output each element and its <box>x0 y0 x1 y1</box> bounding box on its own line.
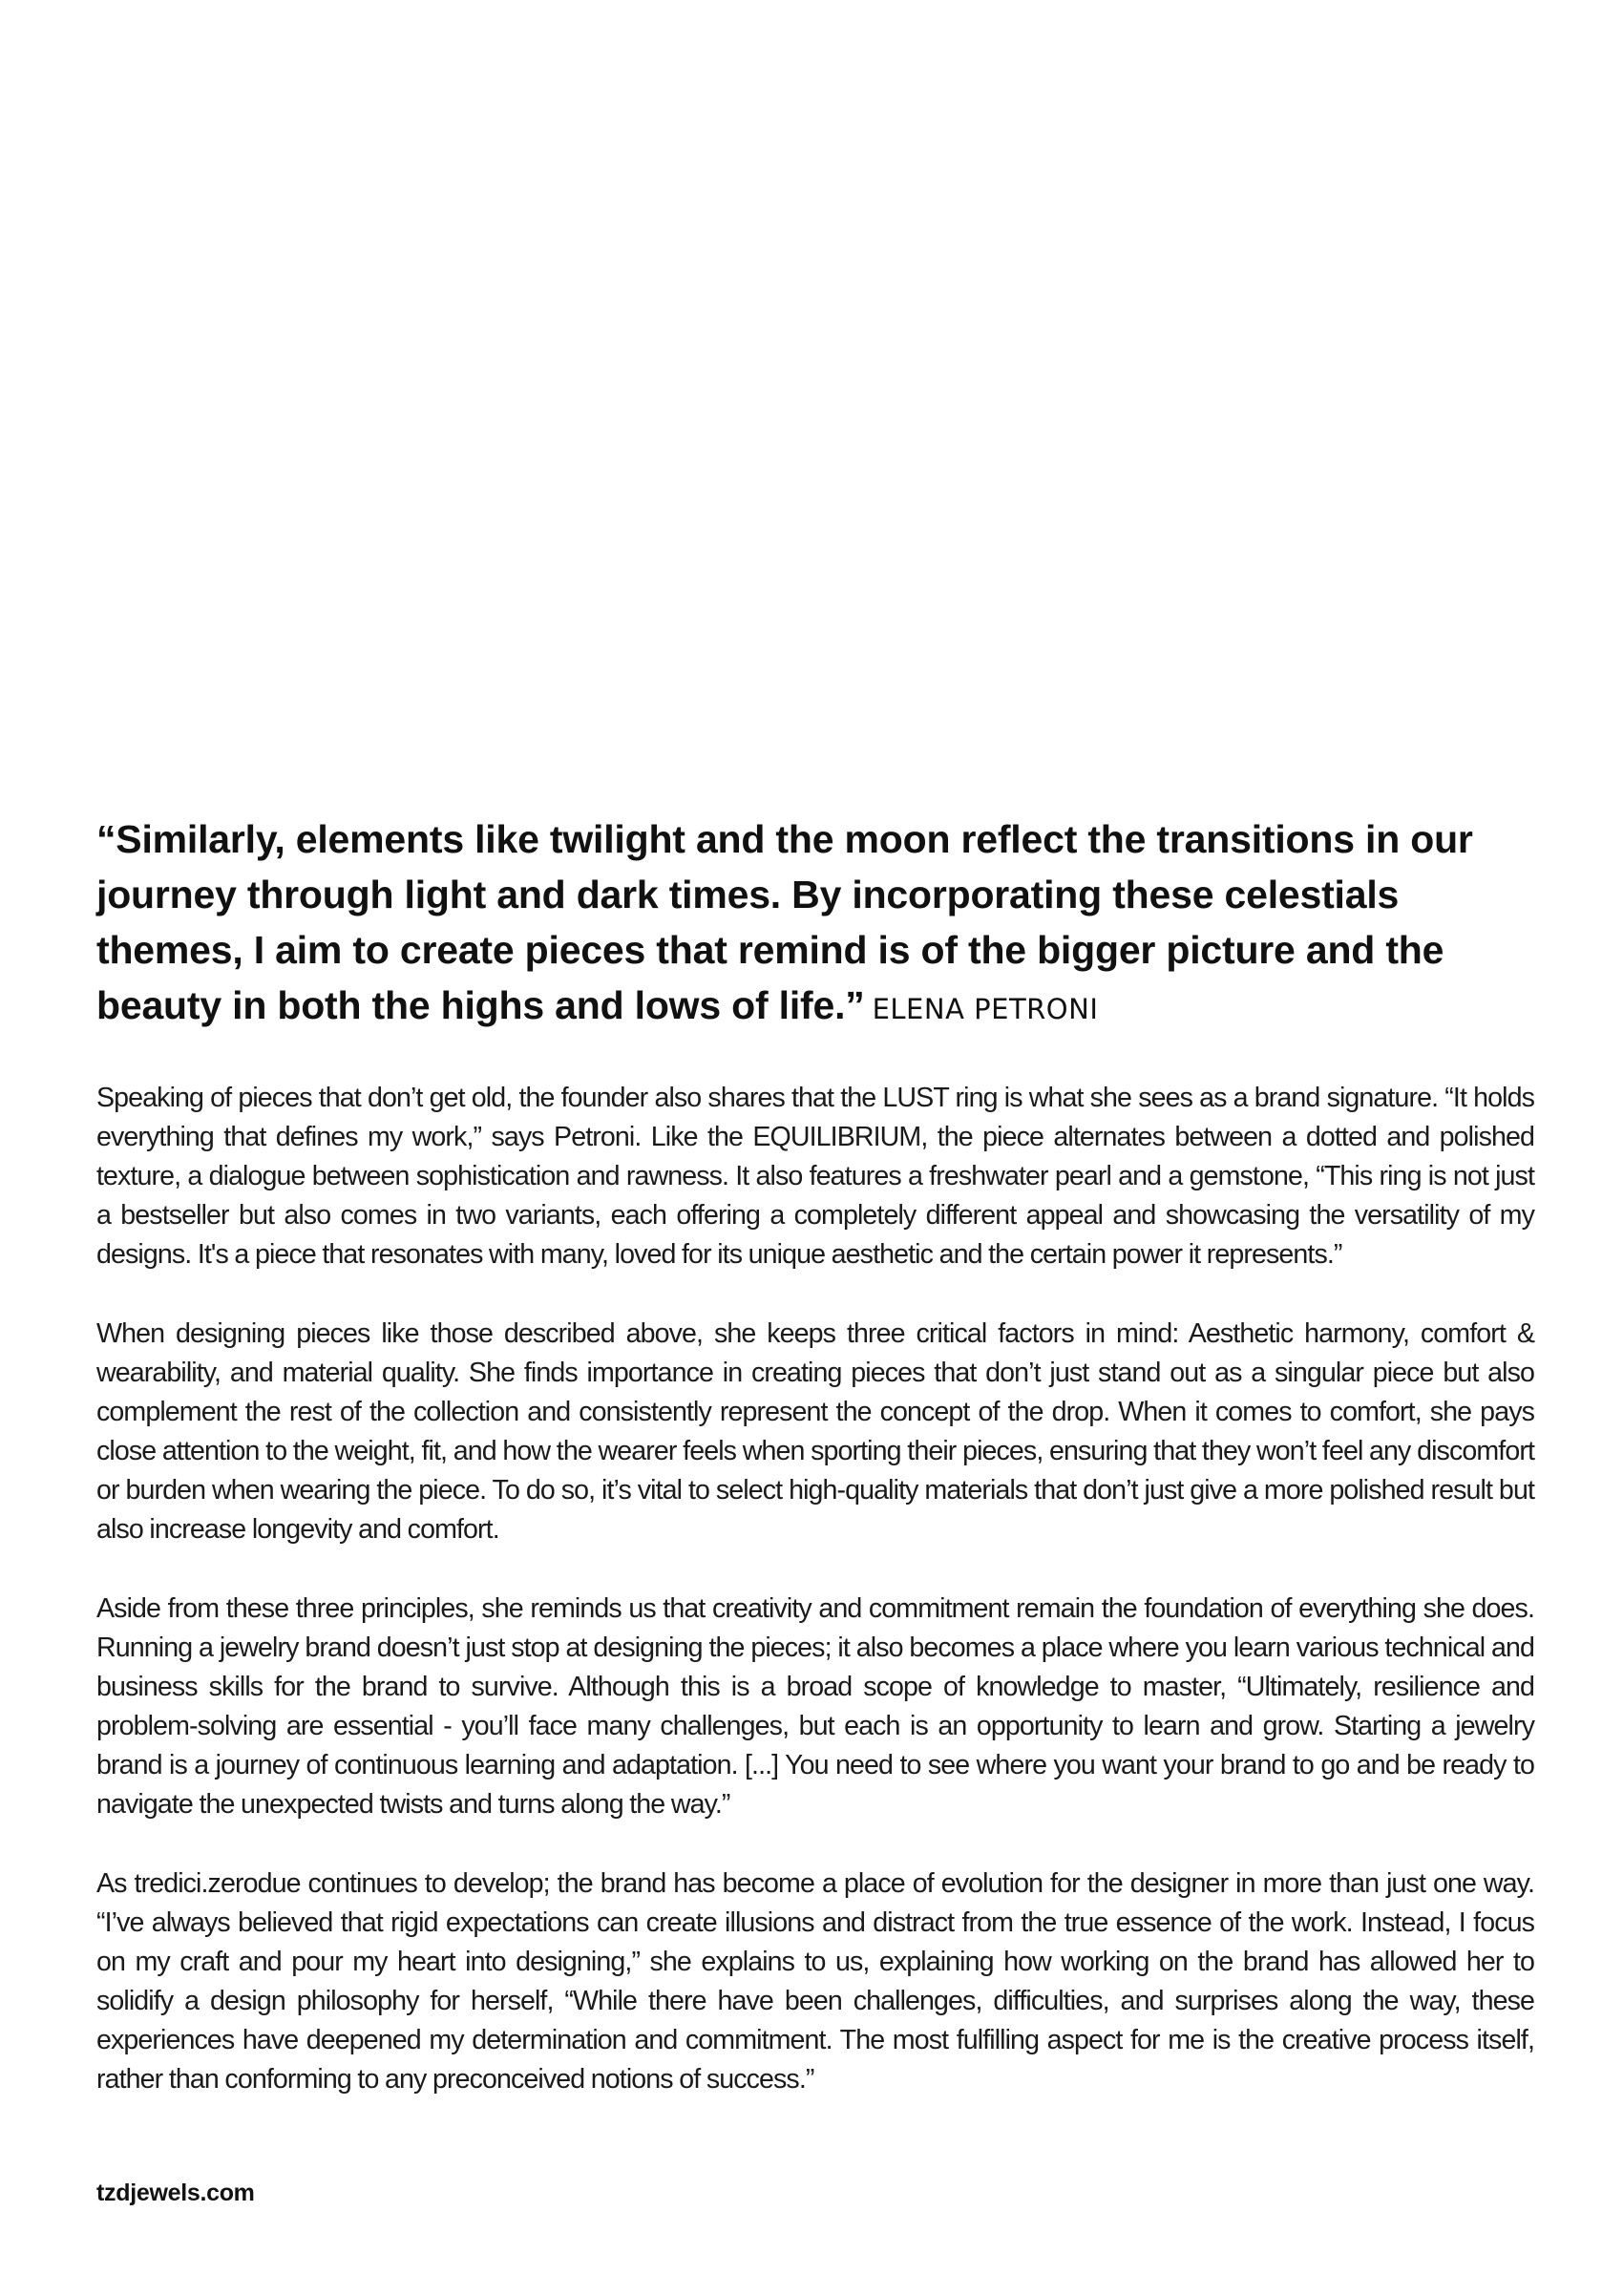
footer-url: tzdjewels.com <box>96 2180 255 2206</box>
article-body <box>96 1079 1534 2139</box>
pull-quote <box>96 811 1528 1037</box>
quote-attribution: ELENA PETRONI <box>872 993 1099 1025</box>
article-paragraph: Aside from these three principles, she reminds us that creativity and commitment remain the foundation of everything she does. Running a jewelry brand doesn’t just stop at designing the pieces; it also becomes a place where you learn various technical and business skills for the brand to survive. Although this is a broad scope of knowledge to master, “Ultimately, resilience and problem-solving are essential - you’ll face many challenges, but each is an opportunity to learn and grow. Starting a jewelry brand is a journey of continuous learning and adaptation. [...] You need to see where you want your brand to go and be ready to navigate the unexpected twists and turns along the way.” <box>96 1593 1534 1820</box>
pull-quote-text: “Similarly, elements like twilight and the moon reflect the transitions in our journey through light and dark times. By incorporating these celestials themes, I aim to create pieces that remind is of the bigger picture and the beauty in both the highs and lows of life.” <box>96 817 1473 1027</box>
article-paragraph: Speaking of pieces that don’t get old, the founder also shares that the LUST ring is what she sees as a brand signature. “It holds everything that defines my work,” says Petroni. Like the EQUILIBRIUM, the piece alternates between a dotted and polished texture, a dialogue between sophistication and rawness. It also features a freshwater pearl and a gemstone, “This ring is not just a bestseller but also comes in two variants, each offering a completely different appeal and showcasing the versatility of my designs. It's a piece that resonates with many, loved for its unique aesthetic and the certain power it represents.” <box>96 1083 1534 1270</box>
article-paragraph: When designing pieces like those described above, she keeps three critical factors in mind: Aesthetic harmony, comfort & wearability, and material quality. She finds importance in creating pieces that don’t just stand out as a singular piece but also complement the rest of the collection and consistently represent the concept of the drop. When it comes to comfort, she pays close attention to the weight, fit, and how the wearer feels when sporting their pieces, ensuring that they won’t feel any discomfort or burden when wearing the piece. To do so, it’s vital to select high-quality materials that don’t just give a more polished result but also increase longevity and comfort. <box>96 1318 1534 1545</box>
article-paragraph: As tredici.zerodue continues to develop; the brand has become a place of evolution for the designer in more than just one way. “I’ve always believed that rigid expectations can create illusions and distract from the true essence of the work. Instead, I focus on my craft and pour my heart into designing,” she explains to us, explaining how working on the brand has allowed her to solidify a design philosophy for herself, “While there have been challenges, difficulties, and surprises along the way, these experiences have deepened my determination and commitment. The most fulfilling aspect for me is the creative process itself, rather than conforming to any preconceived notions of success.” <box>96 1868 1534 2095</box>
